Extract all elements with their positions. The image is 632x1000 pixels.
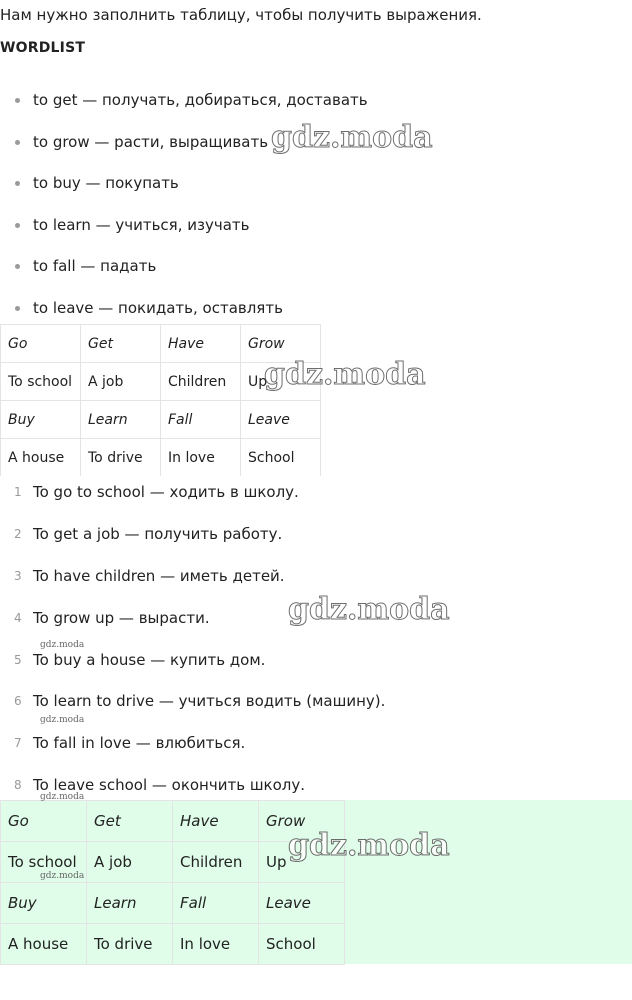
table-cell: Go	[1, 801, 87, 842]
table-cell: A house	[1, 439, 81, 477]
table-cell: Up	[259, 842, 345, 883]
watermark-logo: gdz.moda	[271, 120, 433, 155]
table-cell: School	[259, 924, 345, 965]
table-cell: Buy	[1, 401, 81, 439]
watermark-small: gdz.moda	[40, 871, 85, 881]
bullet-icon	[15, 264, 20, 269]
watermark-logo: gdz.moda	[288, 592, 450, 627]
intro-text: Нам нужно заполнить таблицу, чтобы получить выражения.	[0, 6, 482, 24]
table-cell: In love	[173, 924, 259, 965]
table-cell: Grow	[259, 801, 345, 842]
wordlist-heading: WORDLIST	[0, 40, 86, 56]
bullet-icon	[15, 306, 20, 311]
bullet-icon	[15, 181, 20, 186]
table-cell: Get	[81, 325, 161, 363]
table-cell: Children	[161, 363, 241, 401]
table-cell: To school	[1, 363, 81, 401]
phrases-table-highlighted	[0, 800, 345, 965]
table-cell: To drive	[87, 924, 173, 965]
table-cell: A house	[1, 924, 87, 965]
watermark-logo: gdz.moda	[288, 828, 450, 863]
highlighted-table-panel	[0, 800, 632, 964]
table-cell: A job	[81, 363, 161, 401]
watermark-small: gdz.moda	[40, 640, 85, 650]
table-cell: A job	[87, 842, 173, 883]
watermark-logo: gdz.moda	[264, 357, 426, 392]
watermark-small: gdz.moda	[40, 715, 85, 725]
table-cell: Learn	[81, 401, 161, 439]
table-cell: Learn	[87, 883, 173, 924]
bullet-icon	[15, 223, 20, 228]
table-cell: Up	[241, 363, 321, 401]
table-cell: Grow	[241, 325, 321, 363]
table-cell: Fall	[161, 401, 241, 439]
table-row	[1, 439, 321, 477]
table-cell: Go	[1, 325, 81, 363]
table-cell: Children	[173, 842, 259, 883]
watermark-small: gdz.moda	[40, 792, 85, 802]
table-cell: School	[241, 439, 321, 477]
table-cell: To drive	[81, 439, 161, 477]
table-cell: Get	[87, 801, 173, 842]
table-cell: Fall	[173, 883, 259, 924]
table-row	[1, 924, 345, 965]
table-cell: Have	[173, 801, 259, 842]
table-cell: Have	[161, 325, 241, 363]
table-cell: To school	[1, 842, 87, 883]
table-row	[1, 883, 345, 924]
bullet-icon	[15, 98, 20, 103]
table-cell: In love	[161, 439, 241, 477]
bullet-icon	[15, 140, 20, 145]
table-cell: Buy	[1, 883, 87, 924]
phrases-table	[0, 324, 321, 476]
table-cell: Leave	[259, 883, 345, 924]
table-row	[1, 401, 321, 439]
table-cell: Leave	[241, 401, 321, 439]
